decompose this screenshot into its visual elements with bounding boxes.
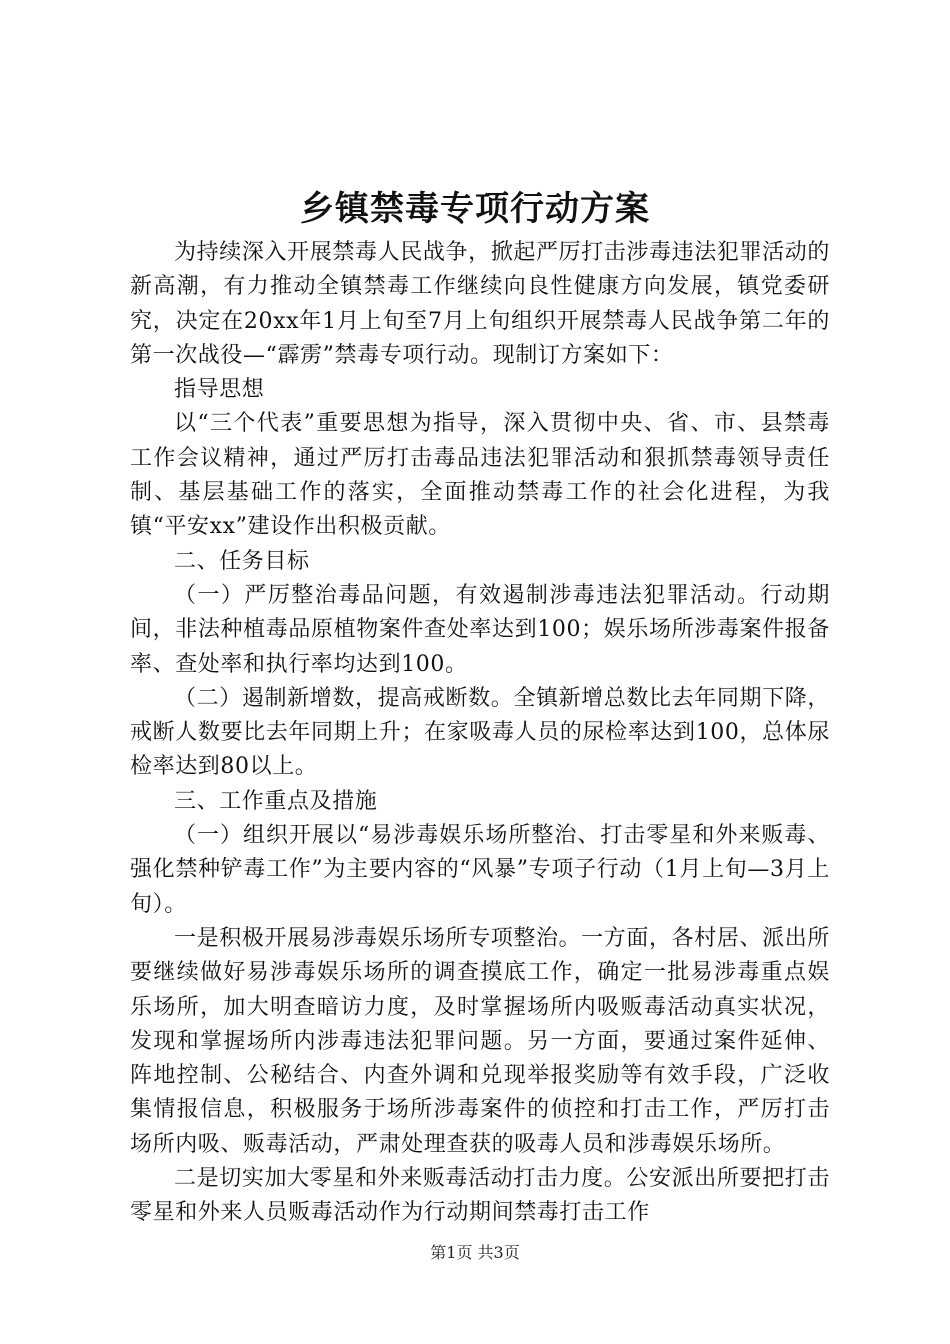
heading-task-goals: 二、任务目标: [174, 548, 310, 574]
paragraph-measure-1-item-1: 一是积极开展易涉毒娱乐场所专项整治。一方面，各村居、派出所要继续做好易涉毒娱乐场所的调查摸底工作，确定一批易涉毒重点娱乐场所，加大明查暗访力度，及时掌握场所内吸贩毒活动真实状况，发现和掌握场所内涉毒违法犯罪问题。另一方面，要通过案件延伸、阵地控制、公秘结合、内查外调和兑现举报奖励等有效手段，广泛收集情报信息，积极服务于场所涉毒案件的侦控和打击工作，严厉打击场所内吸、贩毒活动，严肃处理查获的吸毒人员和涉毒娱乐场所。: [130, 925, 830, 1157]
paragraph-measure-1: （一）组织开展以“易涉毒娱乐场所整治、打击零星和外来贩毒、强化禁种铲毒工作”为主要内容的“风暴”专项子行动（1月上旬—3月上旬）。: [130, 823, 830, 917]
document-title: 乡镇禁毒专项行动方案: [300, 189, 650, 229]
paragraph-measure-1-item-2: 二是切实加大零星和外来贩毒活动打击力度。公安派出所要把打击零星和外来人员贩毒活动作为行动期间禁毒打击工作: [130, 1166, 830, 1226]
paragraph-guiding-ideology: 以“三个代表”重要思想为指导，深入贯彻中央、省、市、县禁毒工作会议精神，通过严厉打击毒品违法犯罪活动和狠抓禁毒领导责任制、基层基础工作的落实，全面推动禁毒工作的社会化进程，为我镇“平安xx”建设作出积极贡献。: [130, 411, 830, 540]
heading-work-focus: 三、工作重点及措施: [174, 788, 378, 814]
paragraph-goal-2: （二）遏制新增数，提高戒断数。全镇新增总数比去年同期下降，戒断人数要比去年同期上升；在家吸毒人员的尿检率达到100，总体尿检率达到80以上。: [130, 685, 830, 780]
paragraph-intro: 为持续深入开展禁毒人民战争，掀起严厉打击涉毒违法犯罪活动的新高潮，有力推动全镇禁毒工作继续向良性健康方向发展，镇党委研究，决定在20xx年1月上旬至7月上旬组织开展禁毒人民战争第二年的第一次战役—“霹雳”禁毒专项行动。现制订方案如下：: [130, 240, 830, 368]
heading-guiding-ideology: 指导思想: [174, 377, 265, 403]
document-body: [130, 236, 830, 1231]
page-footer: 第1页 共3页: [430, 1243, 520, 1262]
paragraph-goal-1: （一）严厉整治毒品问题，有效遏制涉毒违法犯罪活动。行动期间，非法种植毒品原植物案件查处率达到100；娱乐场所涉毒案件报备率、查处率和执行率均达到100。: [130, 582, 830, 677]
